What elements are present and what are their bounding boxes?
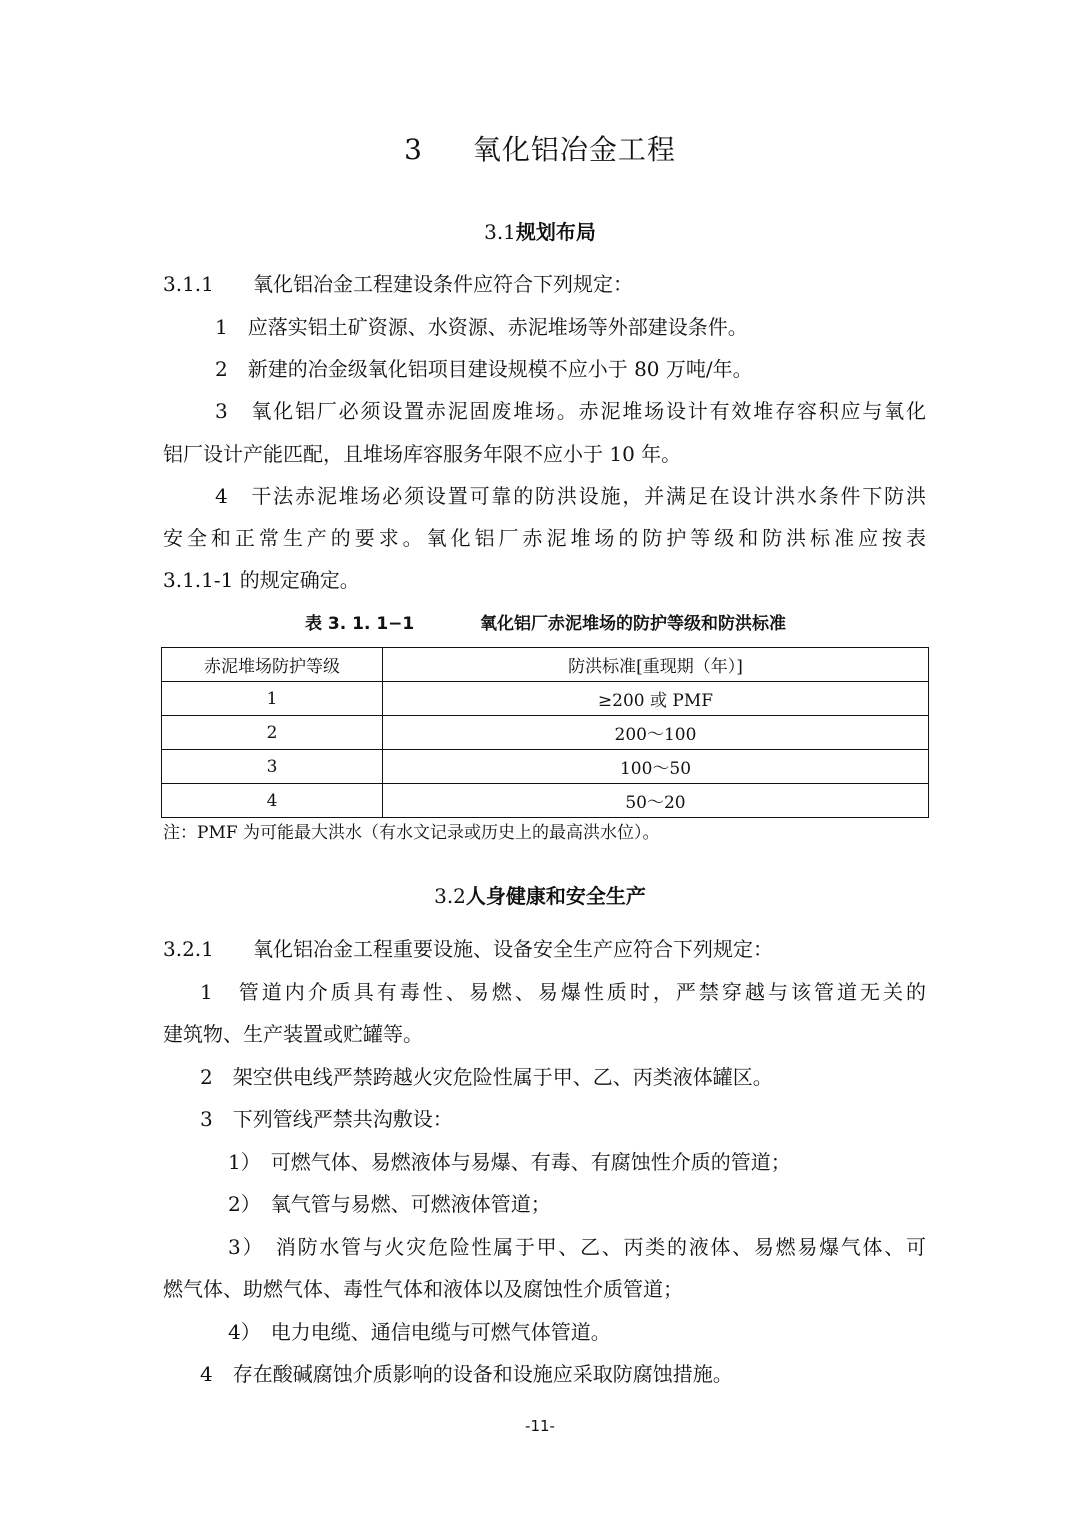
section-title-text: 人身健康和安全生产 <box>465 884 646 908</box>
section-number: 3.2 <box>434 884 466 908</box>
section-title-text: 规划布局 <box>515 220 596 244</box>
sub-item-2: 2） 氧气管与易燃、可燃液体管道； <box>228 1192 551 1216</box>
clause-intro: 氧化铝冶金工程重要设施、设备安全生产应符合下列规定： <box>253 937 773 961</box>
table-cell: 100～50 <box>383 750 929 784</box>
page-number: -11- <box>525 1417 555 1435</box>
table-cell: 1 <box>162 682 383 716</box>
clause-3-1-1-heading <box>163 270 633 298</box>
flood-standard-table <box>161 647 929 818</box>
clause-3-2-1-heading <box>163 935 773 963</box>
sub-item-3-line1: 3） 消防水管与火灾危险性属于甲、乙、丙类的液体、易燃易爆气体、可 <box>228 1235 926 1259</box>
table-cell: 200～100 <box>383 716 929 750</box>
clause-number: 3.1.1 <box>163 272 214 296</box>
sub-item-4: 4） 电力电缆、通信电缆与可燃气体管道。 <box>228 1320 611 1344</box>
table-cell: 50～20 <box>383 784 929 818</box>
section-title-3-2 <box>0 880 1080 909</box>
table-header-cell: 赤泥堆场防护等级 <box>162 648 383 682</box>
clause-item-4-line3: 3.1.1-1 的规定确定。 <box>163 568 360 592</box>
clause-item-1-line2: 建筑物、生产装置或贮罐等。 <box>163 1022 423 1046</box>
table-row <box>162 750 929 784</box>
clause-item-4: 4 存在酸碱腐蚀介质影响的设备和设施应采取防腐蚀措施。 <box>200 1362 733 1386</box>
table-cell: 4 <box>162 784 383 818</box>
clause-item-1-line1: 1 管道内介质具有毒性、易燃、易爆性质时，严禁穿越与该管道无关的 <box>200 980 926 1004</box>
sub-item-3-line2: 燃气体、助燃气体、毒性气体和液体以及腐蚀性介质管道； <box>163 1277 683 1301</box>
chapter-title-text: 氧化铝冶金工程 <box>472 133 676 166</box>
table-caption-number: 表 3. 1. 1−1 <box>305 614 415 634</box>
table-row <box>162 682 929 716</box>
chapter-title <box>0 128 1080 168</box>
table-caption-title: 氧化铝厂赤泥堆场的防护等级和防洪标准 <box>480 614 786 634</box>
section-title-3-1 <box>0 216 1080 245</box>
clause-item-4-line2: 安全和正常生产的要求。氧化铝厂赤泥堆场的防护等级和防洪标准应按表 <box>163 526 926 550</box>
table-note: 注：PMF 为可能最大洪水（有水文记录或历史上的最高洪水位）。 <box>163 823 660 843</box>
table-cell: 2 <box>162 716 383 750</box>
table-header-row <box>162 648 929 682</box>
chapter-number: 3 <box>404 133 423 166</box>
clause-item-1: 1 应落实铝土矿资源、水资源、赤泥堆场等外部建设条件。 <box>215 315 748 339</box>
clause-intro: 氧化铝冶金工程建设条件应符合下列规定： <box>253 272 633 296</box>
clause-item-2: 2 架空供电线严禁跨越火灾危险性属于甲、乙、丙类液体罐区。 <box>200 1065 773 1089</box>
section-number: 3.1 <box>484 220 516 244</box>
clause-item-4-line1: 4 干法赤泥堆场必须设置可靠的防洪设施，并满足在设计洪水条件下防洪 <box>215 484 926 508</box>
clause-item-3-line2: 铝厂设计产能匹配，且堆场库容服务年限不应小于 10 年。 <box>163 442 682 466</box>
sub-item-1: 1） 可燃气体、易燃液体与易爆、有毒、有腐蚀性介质的管道； <box>228 1150 791 1174</box>
clause-item-3: 3 下列管线严禁共沟敷设： <box>200 1107 453 1131</box>
table-cell: 3 <box>162 750 383 784</box>
clause-number: 3.2.1 <box>163 937 214 961</box>
table-row <box>162 716 929 750</box>
clause-item-2: 2 新建的冶金级氧化铝项目建设规模不应小于 80 万吨/年。 <box>215 357 753 381</box>
table-cell: ≥200 或 PMF <box>383 682 929 716</box>
table-row <box>162 784 929 818</box>
table-header-cell: 防洪标准[重现期（年）] <box>383 648 929 682</box>
clause-item-3-line1: 3 氧化铝厂必须设置赤泥固废堆场。赤泥堆场设计有效堆存容积应与氧化 <box>215 399 926 423</box>
